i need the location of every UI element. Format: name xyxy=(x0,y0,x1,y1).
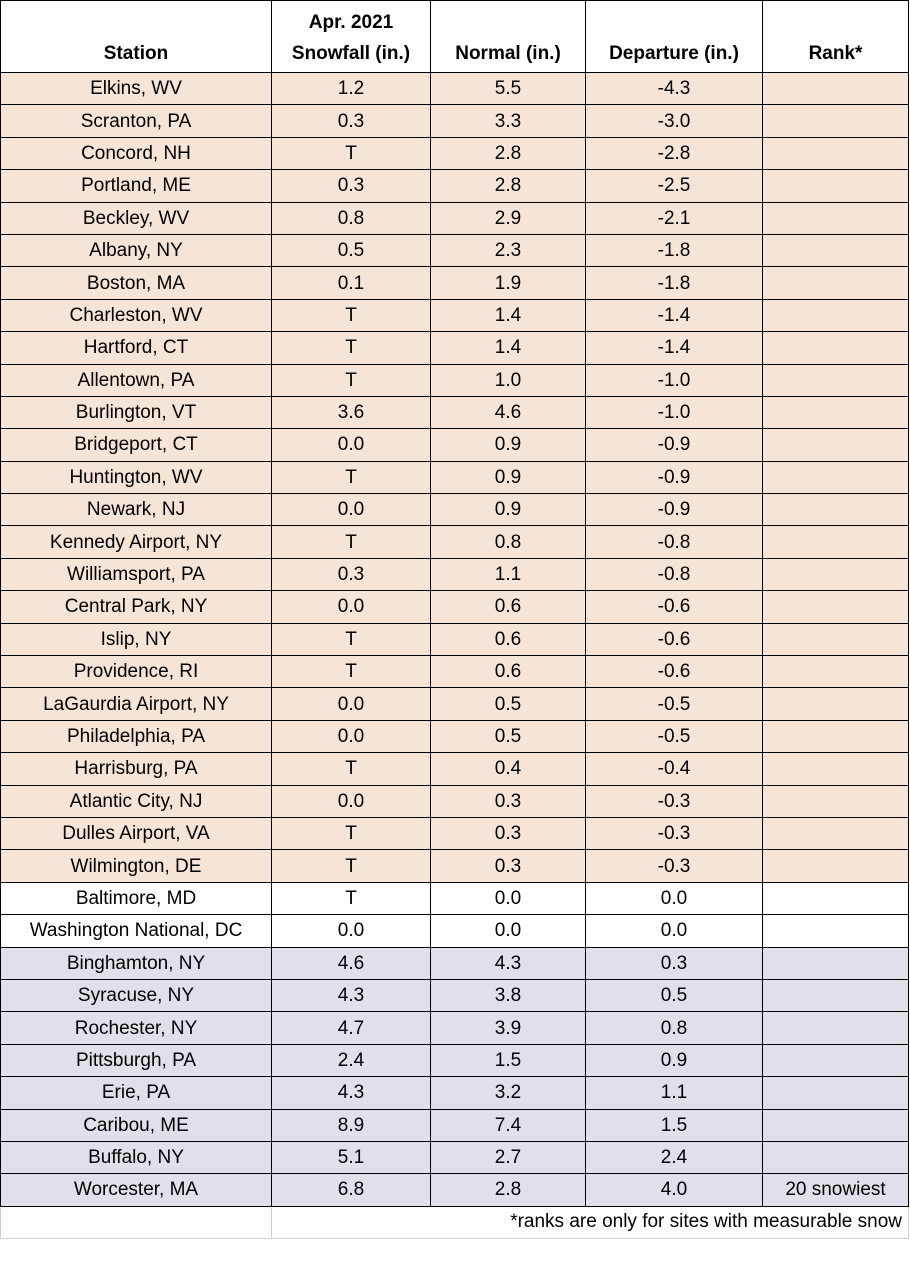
cell-station: Kennedy Airport, NY xyxy=(1,526,272,558)
cell-departure: 0.8 xyxy=(586,1012,763,1044)
cell-departure: 1.1 xyxy=(586,1077,763,1109)
cell-station: Albany, NY xyxy=(1,234,272,266)
cell-snowfall: T xyxy=(272,623,431,655)
cell-station: Williamsport, PA xyxy=(1,558,272,590)
cell-departure: -2.1 xyxy=(586,202,763,234)
table-row xyxy=(1,170,909,202)
table-row xyxy=(1,234,909,266)
cell-normal: 0.4 xyxy=(431,753,586,785)
table-row xyxy=(1,364,909,396)
cell-station: Beckley, WV xyxy=(1,202,272,234)
cell-normal: 7.4 xyxy=(431,1109,586,1141)
table-row xyxy=(1,947,909,979)
table-row xyxy=(1,915,909,947)
table-row xyxy=(1,882,909,914)
cell-rank xyxy=(763,753,909,785)
cell-snowfall: 0.8 xyxy=(272,202,431,234)
table-row xyxy=(1,267,909,299)
cell-rank xyxy=(763,494,909,526)
table-row xyxy=(1,979,909,1011)
header-snowfall-line1: Apr. 2021 xyxy=(308,12,394,33)
cell-rank xyxy=(763,73,909,105)
cell-rank xyxy=(763,720,909,752)
table-row xyxy=(1,1012,909,1044)
cell-normal: 3.3 xyxy=(431,105,586,137)
cell-snowfall: T xyxy=(272,137,431,169)
header-station: Station xyxy=(1,1,272,73)
table-row xyxy=(1,817,909,849)
table-row xyxy=(1,753,909,785)
cell-station: Portland, ME xyxy=(1,170,272,202)
cell-departure: -1.4 xyxy=(586,299,763,331)
cell-departure: -1.8 xyxy=(586,267,763,299)
table-row xyxy=(1,850,909,882)
cell-snowfall: 4.6 xyxy=(272,947,431,979)
cell-station: Newark, NJ xyxy=(1,494,272,526)
cell-station: Baltimore, MD xyxy=(1,882,272,914)
cell-rank xyxy=(763,1109,909,1141)
cell-rank xyxy=(763,1044,909,1076)
cell-departure: 0.9 xyxy=(586,1044,763,1076)
cell-normal: 4.6 xyxy=(431,396,586,428)
cell-normal: 0.3 xyxy=(431,850,586,882)
cell-station: Charleston, WV xyxy=(1,299,272,331)
cell-snowfall: 4.3 xyxy=(272,1077,431,1109)
cell-snowfall: T xyxy=(272,850,431,882)
cell-rank xyxy=(763,332,909,364)
cell-rank xyxy=(763,850,909,882)
table-row xyxy=(1,558,909,590)
header-row xyxy=(1,1,909,73)
cell-normal: 0.0 xyxy=(431,882,586,914)
cell-station: Burlington, VT xyxy=(1,396,272,428)
cell-station: Atlantic City, NJ xyxy=(1,785,272,817)
cell-snowfall: T xyxy=(272,817,431,849)
cell-snowfall: 1.2 xyxy=(272,73,431,105)
table-row xyxy=(1,494,909,526)
cell-normal: 1.9 xyxy=(431,267,586,299)
cell-rank xyxy=(763,267,909,299)
cell-snowfall: 4.7 xyxy=(272,1012,431,1044)
cell-departure: 4.0 xyxy=(586,1174,763,1206)
cell-normal: 0.5 xyxy=(431,720,586,752)
table-row xyxy=(1,623,909,655)
cell-departure: 2.4 xyxy=(586,1141,763,1173)
cell-rank xyxy=(763,947,909,979)
cell-station: Central Park, NY xyxy=(1,591,272,623)
cell-snowfall: T xyxy=(272,364,431,396)
cell-snowfall: 0.3 xyxy=(272,170,431,202)
cell-rank xyxy=(763,105,909,137)
table-row xyxy=(1,785,909,817)
footnote: *ranks are only for sites with measurable snow xyxy=(272,1206,909,1238)
cell-departure: 0.3 xyxy=(586,947,763,979)
cell-normal: 2.9 xyxy=(431,202,586,234)
cell-station: Binghamton, NY xyxy=(1,947,272,979)
table-row xyxy=(1,202,909,234)
cell-departure: -4.3 xyxy=(586,73,763,105)
cell-rank xyxy=(763,234,909,266)
cell-rank xyxy=(763,202,909,234)
cell-snowfall: 0.0 xyxy=(272,429,431,461)
cell-departure: -0.3 xyxy=(586,850,763,882)
cell-departure: 0.5 xyxy=(586,979,763,1011)
cell-station: Wilmington, DE xyxy=(1,850,272,882)
cell-normal: 0.6 xyxy=(431,623,586,655)
cell-station: Hartford, CT xyxy=(1,332,272,364)
cell-departure: -2.5 xyxy=(586,170,763,202)
cell-rank xyxy=(763,461,909,493)
cell-station: Philadelphia, PA xyxy=(1,720,272,752)
table-row xyxy=(1,299,909,331)
header-normal: Normal (in.) xyxy=(431,1,586,73)
cell-station: Washington National, DC xyxy=(1,915,272,947)
cell-normal: 5.5 xyxy=(431,73,586,105)
cell-rank xyxy=(763,137,909,169)
cell-snowfall: T xyxy=(272,882,431,914)
table-row xyxy=(1,1044,909,1076)
table-row xyxy=(1,688,909,720)
cell-station: Boston, MA xyxy=(1,267,272,299)
table-row xyxy=(1,1109,909,1141)
cell-departure: -2.8 xyxy=(586,137,763,169)
cell-snowfall: 0.0 xyxy=(272,688,431,720)
table-body xyxy=(1,73,909,1207)
footnote-row xyxy=(1,1206,909,1238)
cell-departure: -1.0 xyxy=(586,396,763,428)
cell-station: Syracuse, NY xyxy=(1,979,272,1011)
cell-normal: 2.8 xyxy=(431,1174,586,1206)
cell-rank xyxy=(763,558,909,590)
cell-snowfall: T xyxy=(272,656,431,688)
cell-departure: -0.8 xyxy=(586,526,763,558)
cell-rank xyxy=(763,656,909,688)
cell-snowfall: T xyxy=(272,461,431,493)
cell-station: Worcester, MA xyxy=(1,1174,272,1206)
cell-departure: 1.5 xyxy=(586,1109,763,1141)
footnote-spacer xyxy=(1,1206,272,1238)
cell-rank xyxy=(763,979,909,1011)
cell-rank xyxy=(763,817,909,849)
cell-normal: 2.7 xyxy=(431,1141,586,1173)
cell-normal: 1.1 xyxy=(431,558,586,590)
cell-snowfall: 4.3 xyxy=(272,979,431,1011)
cell-departure: -0.3 xyxy=(586,785,763,817)
cell-normal: 2.3 xyxy=(431,234,586,266)
cell-departure: -1.4 xyxy=(586,332,763,364)
cell-snowfall: T xyxy=(272,332,431,364)
cell-rank xyxy=(763,1141,909,1173)
cell-normal: 1.4 xyxy=(431,332,586,364)
cell-station: Rochester, NY xyxy=(1,1012,272,1044)
cell-snowfall: T xyxy=(272,526,431,558)
cell-snowfall: T xyxy=(272,299,431,331)
cell-rank xyxy=(763,396,909,428)
cell-normal: 2.8 xyxy=(431,170,586,202)
cell-normal: 0.3 xyxy=(431,817,586,849)
cell-normal: 1.0 xyxy=(431,364,586,396)
cell-station: Bridgeport, CT xyxy=(1,429,272,461)
table-row xyxy=(1,332,909,364)
cell-snowfall: 0.0 xyxy=(272,720,431,752)
cell-normal: 0.9 xyxy=(431,429,586,461)
cell-station: Concord, NH xyxy=(1,137,272,169)
cell-normal: 4.3 xyxy=(431,947,586,979)
cell-departure: -3.0 xyxy=(586,105,763,137)
table-row xyxy=(1,105,909,137)
cell-snowfall: 0.1 xyxy=(272,267,431,299)
cell-snowfall: 0.5 xyxy=(272,234,431,266)
cell-rank xyxy=(763,429,909,461)
cell-departure: -0.8 xyxy=(586,558,763,590)
cell-station: Allentown, PA xyxy=(1,364,272,396)
cell-snowfall: 0.0 xyxy=(272,915,431,947)
cell-rank xyxy=(763,299,909,331)
cell-snowfall: 0.0 xyxy=(272,494,431,526)
cell-rank xyxy=(763,688,909,720)
cell-station: Providence, RI xyxy=(1,656,272,688)
cell-snowfall: 0.0 xyxy=(272,785,431,817)
cell-departure: -0.6 xyxy=(586,656,763,688)
cell-rank xyxy=(763,623,909,655)
table-row xyxy=(1,429,909,461)
cell-snowfall: 2.4 xyxy=(272,1044,431,1076)
cell-station: Caribou, ME xyxy=(1,1109,272,1141)
table-row xyxy=(1,1174,909,1206)
cell-departure: -0.6 xyxy=(586,623,763,655)
table-row xyxy=(1,1077,909,1109)
cell-snowfall: 8.9 xyxy=(272,1109,431,1141)
cell-rank xyxy=(763,1077,909,1109)
cell-station: Erie, PA xyxy=(1,1077,272,1109)
table-row xyxy=(1,526,909,558)
cell-normal: 3.9 xyxy=(431,1012,586,1044)
cell-departure: -1.8 xyxy=(586,234,763,266)
cell-station: Pittsburgh, PA xyxy=(1,1044,272,1076)
header-rank: Rank* xyxy=(763,1,909,73)
cell-normal: 0.6 xyxy=(431,591,586,623)
cell-departure: -0.9 xyxy=(586,494,763,526)
header-departure: Departure (in.) xyxy=(586,1,763,73)
cell-departure: 0.0 xyxy=(586,882,763,914)
cell-station: Scranton, PA xyxy=(1,105,272,137)
cell-normal: 0.8 xyxy=(431,526,586,558)
cell-departure: 0.0 xyxy=(586,915,763,947)
cell-station: Dulles Airport, VA xyxy=(1,817,272,849)
cell-rank xyxy=(763,882,909,914)
cell-departure: -0.6 xyxy=(586,591,763,623)
cell-rank xyxy=(763,915,909,947)
table-row xyxy=(1,137,909,169)
cell-station: Buffalo, NY xyxy=(1,1141,272,1173)
cell-normal: 0.0 xyxy=(431,915,586,947)
cell-rank xyxy=(763,1012,909,1044)
cell-snowfall: 0.3 xyxy=(272,105,431,137)
cell-departure: -0.5 xyxy=(586,688,763,720)
cell-snowfall: 0.0 xyxy=(272,591,431,623)
cell-station: Islip, NY xyxy=(1,623,272,655)
cell-rank xyxy=(763,170,909,202)
cell-normal: 0.3 xyxy=(431,785,586,817)
cell-departure: -0.9 xyxy=(586,461,763,493)
cell-normal: 1.4 xyxy=(431,299,586,331)
cell-snowfall: T xyxy=(272,753,431,785)
cell-departure: -0.9 xyxy=(586,429,763,461)
table-row xyxy=(1,656,909,688)
cell-snowfall: 6.8 xyxy=(272,1174,431,1206)
header-snowfall-line2: Snowfall (in.) xyxy=(291,43,411,64)
cell-station: LaGaurdia Airport, NY xyxy=(1,688,272,720)
cell-rank xyxy=(763,591,909,623)
table-row xyxy=(1,1141,909,1173)
cell-normal: 0.5 xyxy=(431,688,586,720)
cell-normal: 0.6 xyxy=(431,656,586,688)
cell-rank: 20 snowiest xyxy=(763,1174,909,1206)
cell-normal: 0.9 xyxy=(431,494,586,526)
table-row xyxy=(1,396,909,428)
cell-station: Elkins, WV xyxy=(1,73,272,105)
cell-snowfall: 5.1 xyxy=(272,1141,431,1173)
cell-rank xyxy=(763,526,909,558)
table-row xyxy=(1,591,909,623)
cell-departure: -0.4 xyxy=(586,753,763,785)
header-snowfall xyxy=(272,1,431,73)
cell-normal: 1.5 xyxy=(431,1044,586,1076)
cell-snowfall: 0.3 xyxy=(272,558,431,590)
cell-snowfall: 3.6 xyxy=(272,396,431,428)
cell-station: Harrisburg, PA xyxy=(1,753,272,785)
cell-normal: 0.9 xyxy=(431,461,586,493)
cell-normal: 2.8 xyxy=(431,137,586,169)
cell-departure: -1.0 xyxy=(586,364,763,396)
cell-station: Huntington, WV xyxy=(1,461,272,493)
cell-departure: -0.5 xyxy=(586,720,763,752)
table-row xyxy=(1,461,909,493)
cell-rank xyxy=(763,364,909,396)
cell-departure: -0.3 xyxy=(586,817,763,849)
table-row xyxy=(1,73,909,105)
cell-normal: 3.8 xyxy=(431,979,586,1011)
cell-normal: 3.2 xyxy=(431,1077,586,1109)
table-row xyxy=(1,720,909,752)
cell-rank xyxy=(763,785,909,817)
